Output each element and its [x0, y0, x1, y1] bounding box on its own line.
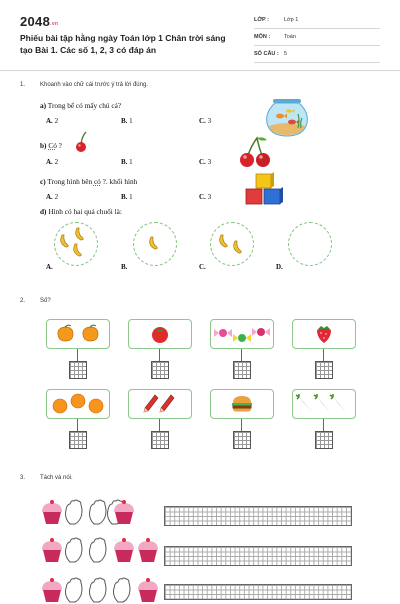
q1d-choice-a[interactable] [46, 263, 53, 271]
option-value: 3 [207, 117, 212, 125]
q1b-option-b[interactable] [121, 158, 133, 166]
answer-box-pencil[interactable] [151, 431, 169, 449]
answer-grid-row-1[interactable] [164, 506, 352, 526]
count-card-strawberry [292, 319, 356, 349]
cupcake-icon [114, 538, 134, 562]
meta-key: LỚP : [254, 17, 269, 23]
candy-icon [233, 331, 251, 345]
q1d-choice-c[interactable] [199, 263, 206, 271]
mango-icon [55, 325, 75, 343]
banana-icon [232, 240, 244, 254]
mango-icon [80, 325, 100, 343]
count-card-pencil [128, 389, 192, 419]
cherry-icon [71, 131, 91, 153]
glove-icon [90, 578, 107, 602]
count-card-orange [46, 389, 110, 419]
answer-box-orange[interactable] [69, 431, 87, 449]
candy-icon [214, 326, 232, 340]
count-card-candy [210, 319, 274, 349]
banana-circle-a[interactable] [54, 222, 98, 266]
option-value: 2 [54, 158, 59, 166]
q1a-option-a[interactable] [46, 117, 58, 125]
connector [241, 349, 242, 361]
q1b-question [40, 141, 62, 150]
cherries-icon [238, 136, 272, 170]
meta-class-row [254, 14, 380, 29]
q1d-text: Hình có hai quả chuối là: [48, 207, 122, 216]
q1c-option-c[interactable] [199, 193, 211, 201]
banana-icon [218, 234, 230, 248]
candy-icon [252, 325, 270, 339]
option-letter: B. [121, 158, 128, 166]
meta-subject-row [254, 31, 380, 46]
glove-icon [90, 500, 107, 524]
answer-box-burger[interactable] [233, 431, 251, 449]
q1b-option-c[interactable] [199, 158, 211, 166]
option-letter: B. [121, 193, 128, 201]
glove-icon [90, 538, 107, 562]
q3-number: 3. [20, 475, 26, 481]
option-letter: A. [46, 117, 53, 125]
q1b-text: Có [48, 141, 57, 150]
option-value: 3 [207, 158, 212, 166]
q2-prompt: Số? [40, 298, 51, 304]
orange-icon [52, 398, 68, 414]
cupcake-icon [138, 578, 158, 602]
answer-box-tomato[interactable] [151, 361, 169, 379]
cupcake-icon [42, 538, 62, 562]
connector [77, 349, 78, 361]
connector [323, 419, 324, 431]
count-card-carrot [292, 389, 356, 419]
fishbowl-icon [264, 98, 310, 138]
option-value: 2 [54, 117, 59, 125]
count-card-tomato [128, 319, 192, 349]
site-logo[interactable] [20, 14, 58, 29]
q1d-choice-d[interactable] [276, 263, 283, 271]
logo-domain: .vn [50, 21, 59, 27]
q1c-question [40, 177, 137, 186]
choice-letter: A. [46, 263, 53, 271]
connector [323, 349, 324, 361]
q1d-choice-b[interactable] [121, 263, 127, 271]
banana-icon [74, 227, 86, 241]
option-letter: A. [46, 193, 53, 201]
option-value: 1 [129, 117, 133, 125]
option-letter: B. [121, 117, 128, 125]
q1d-question [40, 207, 122, 216]
connector [159, 349, 160, 361]
q2-number: 2. [20, 298, 26, 304]
count-card-mango [46, 319, 110, 349]
answer-box-carrot[interactable] [315, 431, 333, 449]
glove-icon [114, 578, 131, 602]
answer-box-mango[interactable] [69, 361, 87, 379]
pencil-icon [159, 394, 175, 414]
q1-prompt: Khoanh vào chữ cái trước ý trả lời đúng. [40, 82, 148, 88]
strawberry-icon [315, 324, 333, 344]
q1c-text-pre: Trong hình bên [47, 177, 93, 186]
meta-value: Lớp 1 [284, 17, 299, 23]
connector [159, 419, 160, 431]
carrot-icon [329, 393, 349, 415]
answer-grid-row-3[interactable] [164, 584, 352, 600]
glove-icon [66, 538, 83, 562]
pencil-icon [143, 394, 159, 414]
choice-letter: D. [276, 263, 283, 271]
q1a-option-b[interactable] [121, 117, 133, 125]
connector [241, 419, 242, 431]
page-title: Phiếu bài tập hằng ngày Toán lớp 1 Chân trời sáng tạo Bài 1. Các số 1, 2, 3 có đáp án [20, 33, 226, 55]
q1b-option-a[interactable] [46, 158, 58, 166]
banana-icon [72, 243, 84, 257]
q1c-option-a[interactable] [46, 193, 58, 201]
meta-value: Toán [284, 34, 296, 40]
meta-key: SỐ CÂU : [254, 51, 279, 57]
q3-prompt: Tách và nói. [40, 475, 73, 481]
cupcake-hands-row-2 [40, 536, 164, 564]
q1c-option-b[interactable] [121, 193, 133, 201]
answer-grid-row-2[interactable] [164, 546, 352, 566]
q1-number: 1. [20, 82, 26, 88]
banana-icon [148, 236, 160, 250]
cupcake-icon [42, 578, 62, 602]
count-card-burger [210, 389, 274, 419]
choice-letter: C. [199, 263, 206, 271]
burger-icon [231, 395, 253, 413]
glove-icon [66, 578, 83, 602]
glove-icon [66, 500, 83, 524]
orange-icon [88, 398, 104, 414]
answer-box-strawberry[interactable] [315, 361, 333, 379]
option-value: 1 [129, 158, 133, 166]
option-letter: C. [199, 117, 206, 125]
q1a-label: a) [40, 101, 47, 110]
tomato-icon [150, 324, 170, 344]
q1a-option-c[interactable] [199, 117, 211, 125]
meta-key: MÔN : [254, 34, 271, 40]
q1b-blank: ? [58, 141, 62, 150]
option-letter: C. [199, 193, 206, 201]
q1a-question [40, 101, 121, 110]
banana-circle-d[interactable] [288, 222, 332, 266]
cupcake-icon [138, 538, 158, 562]
q1a-text: Trong bể có mấy chú cá? [47, 101, 122, 110]
banana-icon [59, 234, 71, 248]
q1c-label: c) [40, 177, 46, 186]
option-letter: A. [46, 158, 53, 166]
logo-text: 2048 [20, 14, 51, 29]
carrot-icon [295, 393, 315, 415]
cubes-icon [244, 172, 284, 208]
banana-circle-b[interactable] [133, 222, 177, 266]
orange-icon [70, 393, 86, 409]
cupcake-hands-row-1 [40, 498, 160, 526]
option-value: 2 [54, 193, 59, 201]
meta-value: 5 [284, 51, 288, 57]
banana-circle-c[interactable] [210, 222, 254, 266]
choice-letter: B. [121, 263, 128, 271]
q1b-label: b) [40, 141, 47, 150]
q1c-blank: có [93, 177, 101, 186]
cupcake-icon [42, 500, 62, 524]
option-letter: C. [199, 158, 206, 166]
option-value: 1 [129, 193, 133, 201]
q1d-label: d) [40, 207, 47, 216]
option-value: 3 [207, 193, 212, 201]
meta-count-row [254, 48, 380, 63]
q1c-text-post: ?. khối hình [102, 177, 138, 186]
answer-box-candy[interactable] [233, 361, 251, 379]
connector [77, 419, 78, 431]
header-divider [0, 70, 400, 71]
